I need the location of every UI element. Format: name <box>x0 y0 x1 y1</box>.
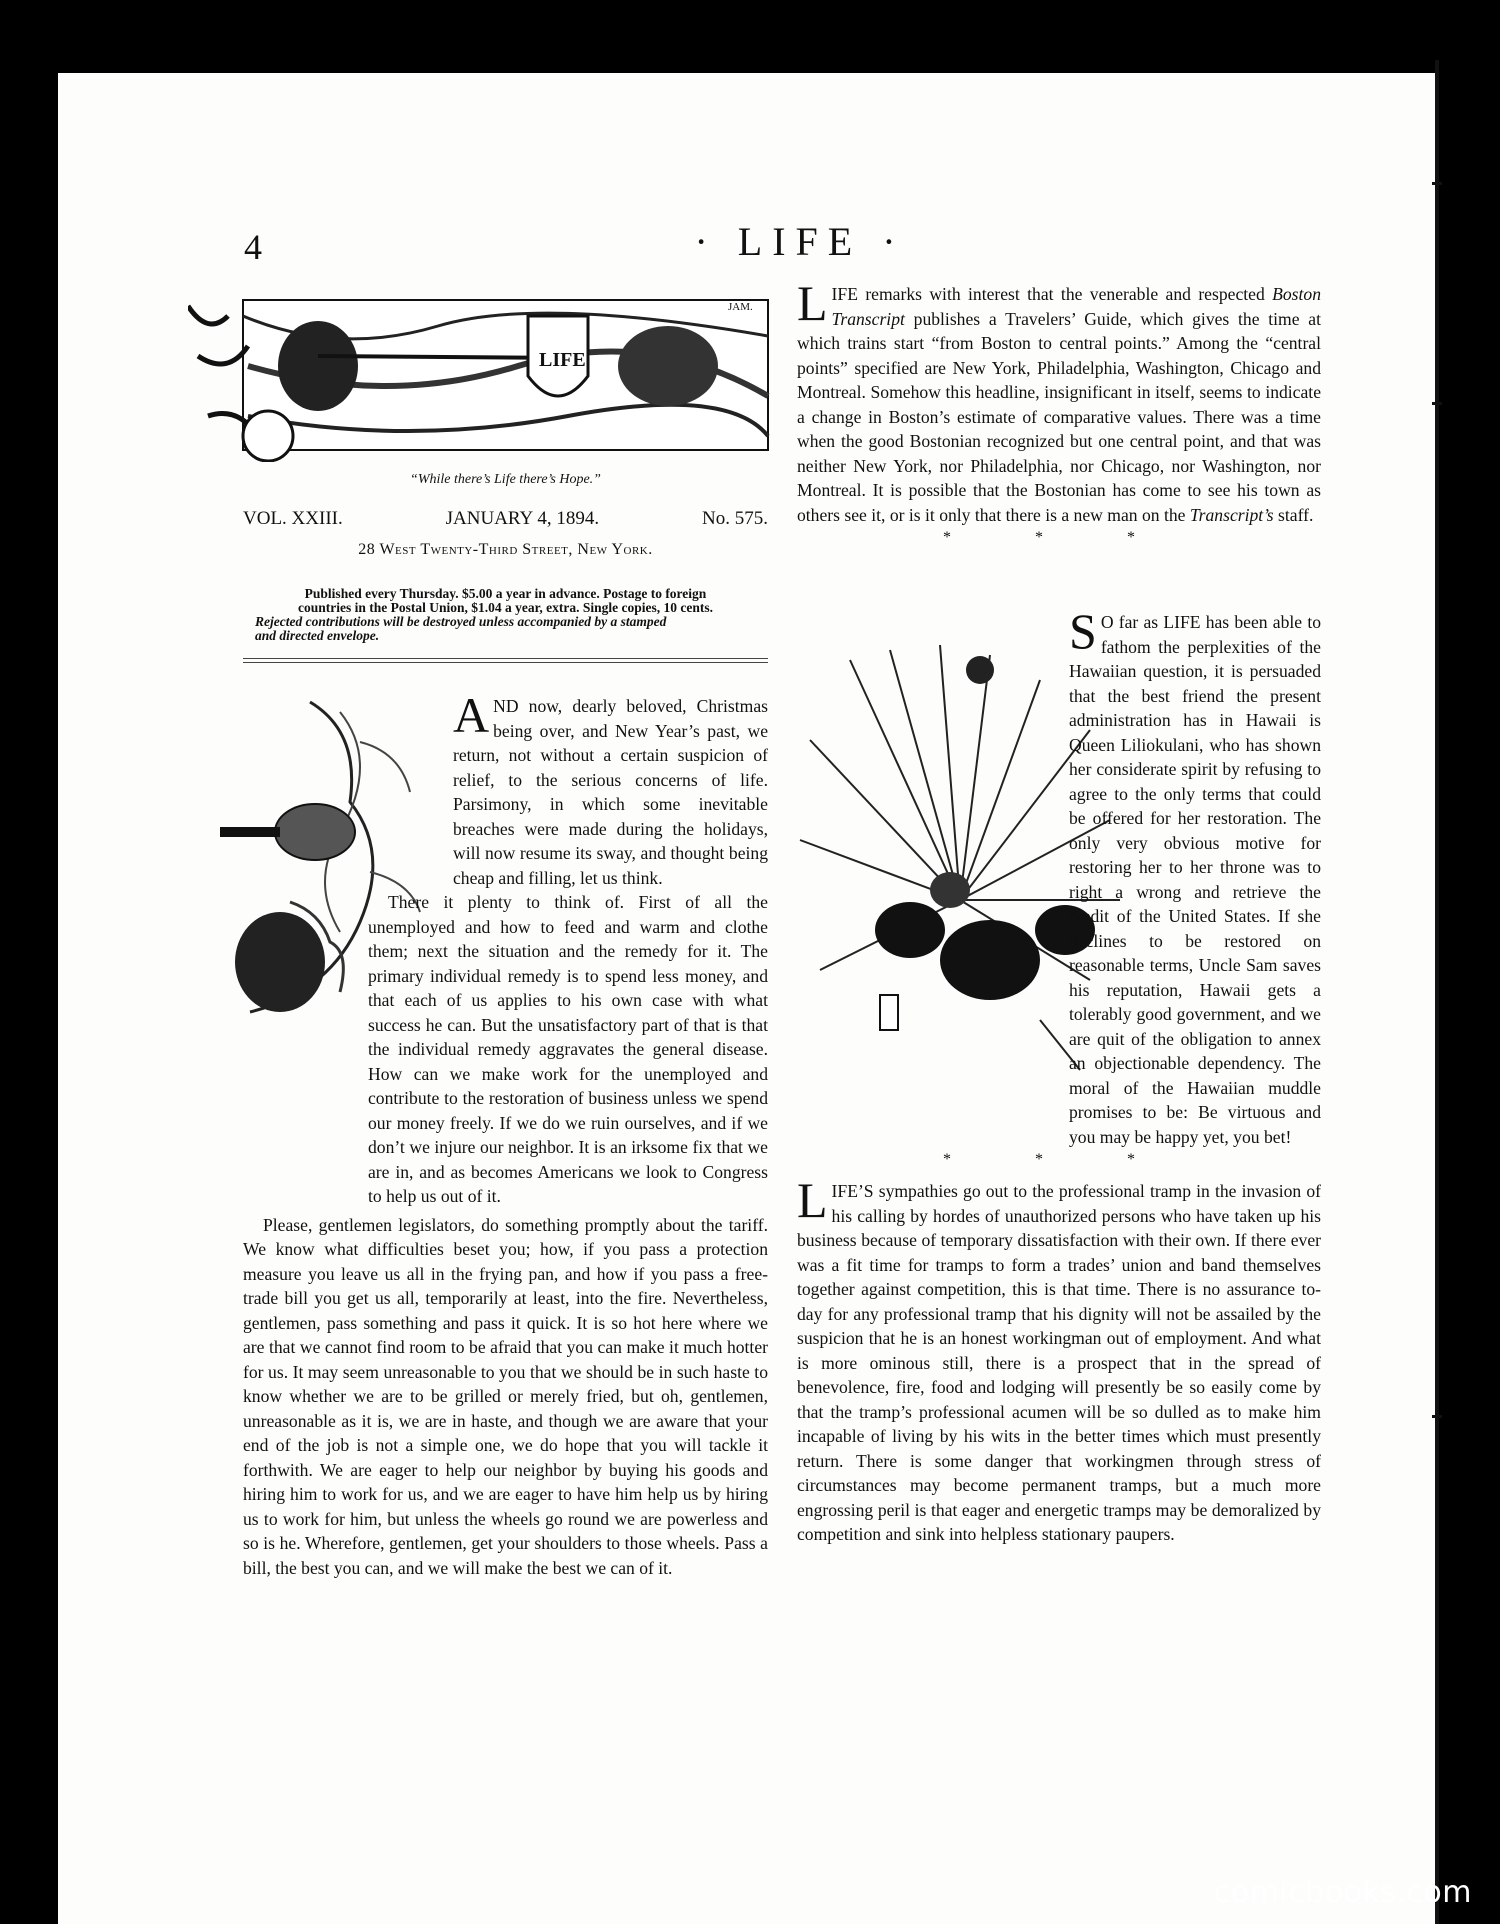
right-column-article-1 <box>797 275 1321 549</box>
dropcap: L <box>797 1172 828 1228</box>
divider <box>243 662 768 663</box>
publication-name: Boston Transcript <box>831 284 1321 329</box>
dropcap: L <box>797 275 828 331</box>
page-edge <box>1435 60 1439 1924</box>
left-paragraph-1: ND now, dearly beloved, Christmas being over, and New Year’s past, we return, not without a certain suspicion of relief, to the serious concerns of life. Parsimony, in which some inevitable breaches were made during the holidays, will now resume its sway, and thought being cheap and filling, let us think. <box>453 696 768 888</box>
page-edge-mark <box>1432 1415 1442 1418</box>
watermark: comicbooks.com <box>1213 1875 1472 1910</box>
left-paragraph-3: Please, gentlemen legislators, do something promptly about the tariff. We know what difficulties beset you; how, if you pass a protection measure you leave us all in the frying pan, and how if you pass a free-trade bill you get us all, temporarily at least, into the fire. Nevertheless, gentlemen, pass something and pass it quick. It is so hot here where we are that we cannot find room to be afraid that you can make it much hotter for us. It may seem unreasonable to you that we should be in such haste to know whether we are to be grilled or merely fried, but oh, gentlemen, unreasonable as it is, we are in haste, and though we are aware that your end of the job is not a simple one, we do hope that you will tackle it forthwith. We are eager to help our neighbor by buying his goods and hiring him to work for us, and we are eager to have him help us by hiring us to work for him, but unless the wheels go round we are powerless and so is he. Wherefore, gentlemen, get your shoulders to those wheels. Pass a bill, the best you can, and we will make the best we can of it. <box>243 1214 768 1578</box>
right-paragraph-1c: staff. <box>1273 504 1314 525</box>
publication-name: Transcript’s <box>1189 504 1274 525</box>
page-edge-mark <box>1432 182 1442 185</box>
divider <box>243 658 768 659</box>
issue-number: No. 575. <box>702 508 768 529</box>
dropcap: S <box>1069 603 1097 659</box>
right-paragraph-2: O far as LIFE has been able to fathom the perplexities of the Hawaiian question, it is persuaded that the best friend the present administration has in Hawaii is Queen Liliokulani, who has shown her considerate spirit by refusing to agree to the only terms that could be offered for her restoration. The only very obvious motive for restoring her to her throne was to right a wrong and retrieve the credit of the United States. If she declines to be restored on reasonable terms, Uncle Sam saves his reputation, Hawaii gets a tolerably good government, and we are quit of the obligation to annex an objectionable dependency. The moral of the Hawaiian muddle promises to be: Be virtuous and you may be happy yet, you bet! <box>1069 612 1321 1147</box>
issue-date: JANUARY 4, 1894. <box>445 508 600 529</box>
publisher-address: 28 West Twenty-Third Street, New York. <box>358 541 653 558</box>
pubinfo-line: Published every Thursday. $5.00 a year in advance. Postage to foreign <box>304 586 707 601</box>
banner-shield-text: LIFE <box>539 349 586 371</box>
masthead: · LIFE · <box>694 219 906 264</box>
left-paragraph-2: There it plenty to think of. First of all the unemployed and how to feed and warm and clothe them; next the situation and the remedy for it. The primary individual remedy is to spend less money, and that each of us applies to his own case with what success he can. But the unsatisfactory part of that is that the individual remedy aggravates the general disease. How can we make work for the unemployed and contribute to the restoration of business unless we spend our money freely. If we do we ruin ourselves, and if we don’t we injure our neighbor. It is an irksome fix that we are in, and as becomes Americans we look to Congress to help us out of it. <box>368 892 768 1206</box>
section-separator: * * * <box>943 1151 1175 1168</box>
banner-signature: JAM. <box>728 301 753 313</box>
right-column-article-2 <box>797 603 1321 1547</box>
left-column-article <box>243 687 768 1580</box>
banner-caption: “While there’s Life there’s Hope.” <box>410 472 601 487</box>
banner-illustration <box>188 296 773 462</box>
pubinfo-line: countries in the Postal Union, $1.04 a year, extra. Single copies, 10 cents. <box>298 600 713 615</box>
right-paragraph-1b: publishes a Travelers’ Guide, which gives the time at which trains start “from Boston to central points.” Among the “central points” specified are New York, Philadelphia, Washington, Chicago and Montreal. Somehow this headline, insignificant in itself, seems to indicate a change in Boston’s estimate of comparative values. There was a time when the good Bostonian recognized but one central point, and that was neither New York, nor Philadelphia, nor Chicago, nor Washington, nor Montreal. It is possible that the Bostonian has come to see his town as others see it, or is it only that there is a new man on the <box>797 308 1321 525</box>
page-edge-mark <box>1432 402 1442 405</box>
page-number: 4 <box>244 227 262 267</box>
dropcap: A <box>453 687 490 743</box>
publication-info <box>243 587 768 643</box>
right-paragraph-1a: IFE remarks with interest that the venerable and respected <box>831 284 1273 304</box>
pubinfo-line: Rejected contributions will be destroyed unless accompanied by a stamped <box>255 614 667 629</box>
section-separator: * * * <box>943 529 1175 546</box>
pubinfo-line: and directed envelope. <box>255 628 380 643</box>
issue-line <box>243 508 768 530</box>
right-paragraph-3: IFE’S sympathies go out to the professional tramp in the invasion of his calling by hordes of unauthorized persons who have taken up his business because of temporary dissatisfaction with their own. If there ever was a fit time for tramps to form a trades’ union and band themselves together against competition, this is that time. There is no assurance to-day for any professional tramp that his dignity will not be assailed by the suspicion that he is an honest workingman out of employment. And what is more ominous still, there is a prospect that in the spread of benevolence, fire, food and lodging will presently be so easily come by that the tramp’s professional acumen will be so dulled as to make him incapable of living by his wits in the better times which must presently return. There is some danger that workingmen through stress of circumstances may become permanent tramps, but a much more engrossing peril is that eager and energetic tramps may be demoralized by competition and sink into helpless stationary paupers. <box>797 1181 1321 1544</box>
volume: VOL. XXIII. <box>243 508 343 529</box>
